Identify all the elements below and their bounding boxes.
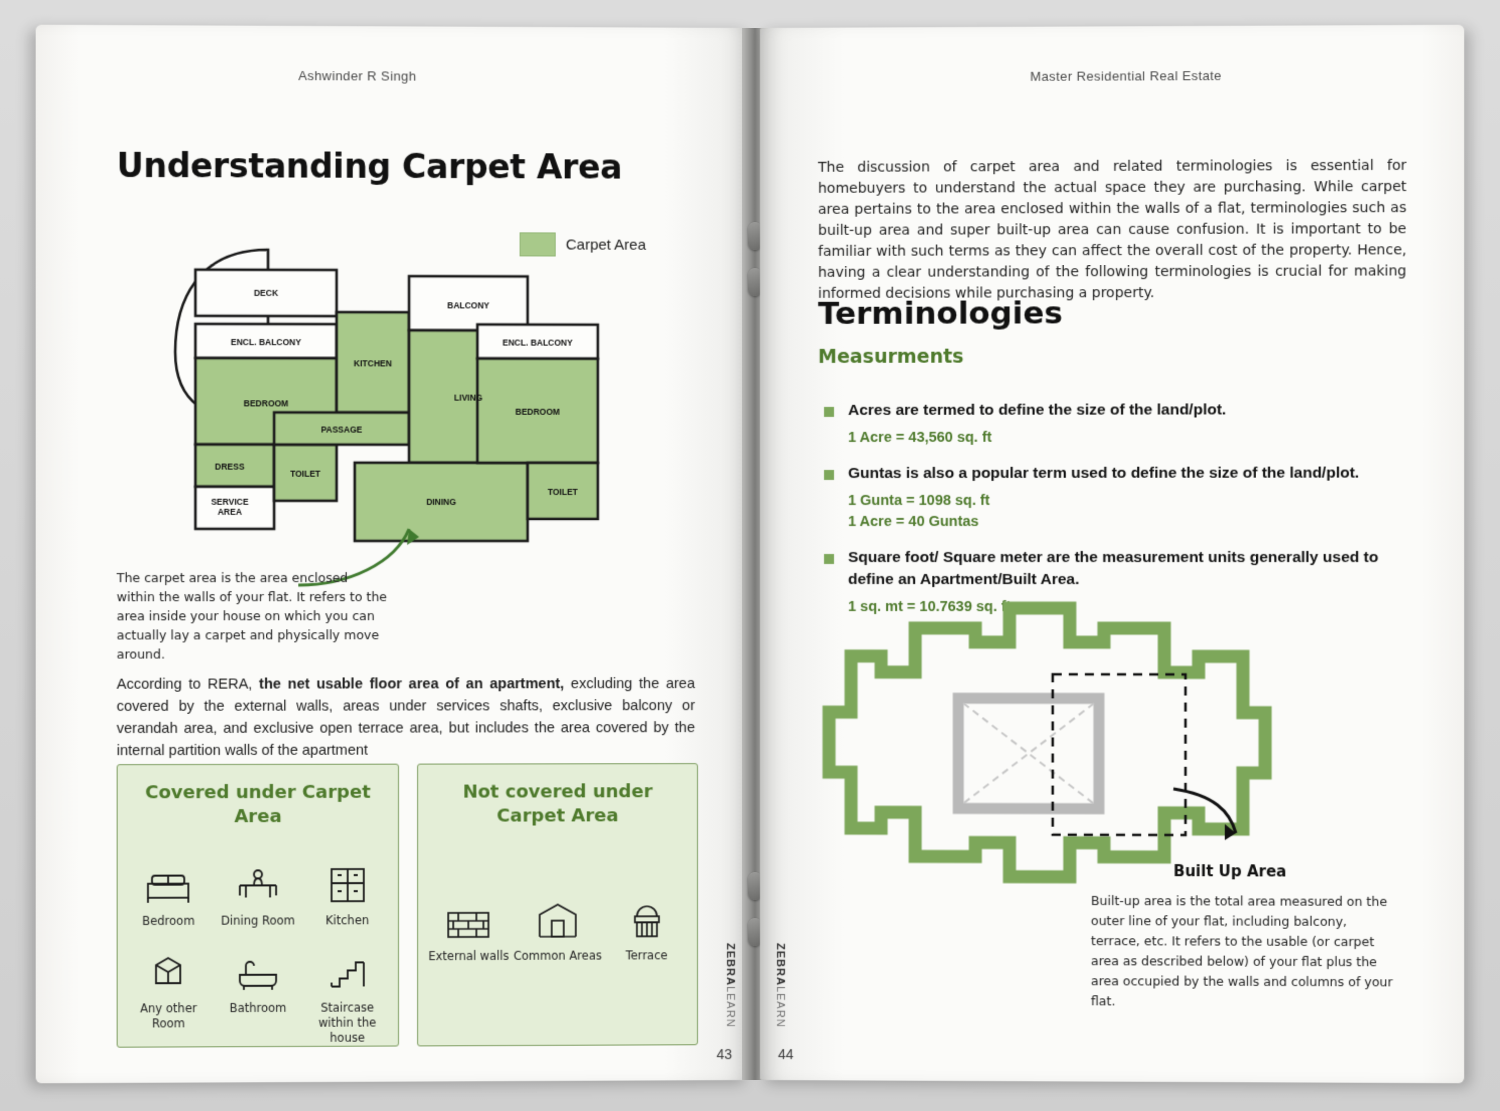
dining-table-icon: [213, 855, 302, 907]
bed-icon: [124, 855, 214, 908]
svg-text:LIVING: LIVING: [454, 392, 483, 403]
not-covered-box-title: Not covered under Carpet Area: [462, 781, 653, 827]
svg-text:DRESS: DRESS: [214, 461, 245, 472]
bathtub-icon: [213, 943, 302, 996]
svg-text:BEDROOM: BEDROOM: [515, 406, 560, 417]
covered-label: Bathroom: [229, 1000, 287, 1016]
svg-text:AREA: AREA: [217, 506, 242, 517]
svg-text:ENCL. BALCONY: ENCL. BALCONY: [502, 337, 573, 348]
covered-label: Bedroom: [142, 913, 195, 928]
right-page-brand: [774, 943, 786, 1028]
covered-under-carpet-area-box: [117, 764, 399, 1048]
left-page-number: 43: [716, 1046, 733, 1063]
covered-label: Staircase within the house: [318, 1000, 377, 1045]
covered-label: Dining Room: [220, 913, 296, 928]
room-box-icon: [124, 943, 214, 996]
bullet-value: 1 sq. mt = 10.7639 sq. ft: [848, 599, 1011, 616]
right-page-number: 44: [777, 1046, 794, 1063]
bullet-text: Acres are termed to define the size of the land/plot.: [848, 401, 1227, 419]
subsection-title-measurments: Measurments: [818, 345, 964, 368]
bullet-value: 1 Acre = 43,560 sq. ft: [848, 429, 992, 446]
covered-item-any-other-room: [124, 943, 214, 1047]
svg-text:ENCL. BALCONY: ENCL. BALCONY: [230, 337, 302, 348]
bullet-value: 1 Gunta = 1098 sq. ft: [848, 492, 990, 509]
covered-icon-grid: [118, 831, 398, 1047]
covered-label: Any other Room: [140, 1001, 197, 1031]
rera-paragraph: [117, 673, 695, 762]
not-covered-label: External walls: [428, 948, 509, 964]
not-covered-item-common-areas: [513, 890, 602, 963]
svg-text:BEDROOM: BEDROOM: [243, 398, 289, 409]
left-running-head: Ashwinder R Singh: [298, 68, 417, 84]
section-title-terminologies: Terminologies: [818, 295, 1063, 332]
rera-bold: the net usable floor area of an apartment,: [259, 676, 565, 693]
bullet-item: [818, 462, 1412, 533]
right-page: [760, 25, 1464, 1083]
not-covered-item-external-walls: [424, 891, 513, 964]
not-covered-label: Terrace: [625, 948, 668, 963]
rera-post: excluding the area covered by the external walls, areas under services shafts, exclusive balcony or verandah area, and exclusive open terrace area, but includes the area covered by the internal partition walls of the apartment: [116, 676, 695, 760]
left-page: [36, 25, 750, 1084]
covered-item-bedroom: [124, 855, 214, 929]
covered-item-bathroom: [213, 943, 302, 1047]
terrace-icon: [602, 890, 691, 942]
svg-text:PASSAGE: PASSAGE: [321, 424, 363, 435]
page-title: Understanding Carpet Area: [116, 145, 623, 187]
rera-pre: According to RERA,: [116, 676, 260, 693]
bullet-item: [818, 399, 1412, 449]
common-area-icon: [513, 890, 602, 942]
carpet-area-handwritten-caption: The carpet area is the area enclosed within the walls of your flat. It refers to the area inside your house on which you can actually lay a carpet and physically move around.: [116, 570, 387, 662]
brand-name: ZEBRA: [773, 943, 787, 987]
kitchen-icon: [303, 855, 392, 907]
brick-wall-icon: [424, 891, 513, 943]
legend-label: Carpet Area: [565, 235, 646, 254]
svg-text:TOILET: TOILET: [290, 468, 321, 479]
svg-text:DINING: DINING: [426, 496, 457, 507]
built-up-area-caption: Built-up area is the total area measured on the outer line of your flat, including balcony, terrace, etc. It refers to the usable (or carpet area as described below) of your flat plus the area occupied by the walls and columns of your flat.: [1090, 892, 1393, 1009]
not-covered-icon-grid: [418, 830, 697, 964]
covered-item-kitchen: [303, 855, 392, 929]
left-page-brand: [724, 943, 736, 1028]
bullet-value: 1 Acre = 40 Guntas: [848, 513, 979, 530]
bullet-text: Square foot/ Square meter are the measurement units generally used to define an Apartment/Built Area.: [848, 548, 1379, 589]
svg-text:DECK: DECK: [253, 287, 279, 298]
brand-suffix: LEARN: [773, 986, 787, 1029]
floor-plan-diagram: [157, 231, 630, 603]
staircase-icon: [303, 942, 392, 995]
right-running-head: Master Residential Real Estate: [1030, 68, 1222, 84]
covered-item-dining-room: [213, 855, 302, 929]
svg-text:KITCHEN: KITCHEN: [353, 358, 392, 369]
bullet-text: Guntas is also a popular term used to define the size of the land/plot.: [848, 464, 1360, 482]
svg-text:SERVICE: SERVICE: [211, 496, 249, 507]
brand-suffix: LEARN: [723, 986, 737, 1029]
covered-item-staircase: [303, 942, 392, 1046]
covered-box-title: Covered under Carpet Area: [145, 781, 371, 828]
intro-paragraph: The discussion of carpet area and related terminologies is essential for homebuyers to understand the actual space they are purchasing. While carpet area pertains to the area enclosed within the walls of a flat, terminologies such as built-up area and super built-up area can cause confusion. It is important to be familiar with such terms as they can affect the overall cost of the property. Hence, having a clear understanding of the following terminologies is crucial for making informed decisions while purchasing a property.: [818, 157, 1407, 302]
svg-text:BALCONY: BALCONY: [447, 300, 490, 311]
covered-label: Kitchen: [325, 913, 370, 928]
not-covered-item-terrace: [602, 890, 691, 963]
svg-text:TOILET: TOILET: [547, 486, 578, 497]
not-covered-under-carpet-area-box: [417, 763, 698, 1046]
not-covered-label: Common Areas: [513, 948, 602, 963]
brand-name: ZEBRA: [723, 943, 737, 987]
built-up-area-label: Built Up Area: [1173, 862, 1287, 881]
